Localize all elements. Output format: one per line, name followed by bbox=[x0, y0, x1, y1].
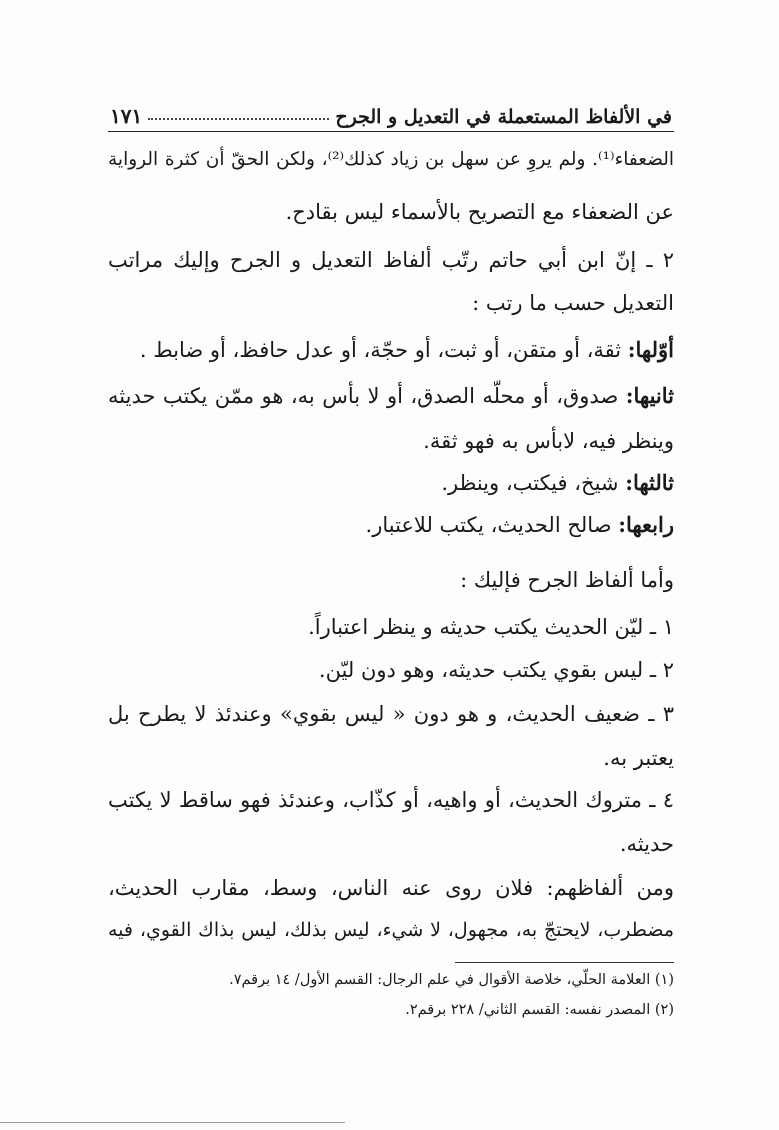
rank-line-first bbox=[140, 336, 674, 364]
text-line: حديثه. bbox=[619, 832, 674, 856]
rank-line-second bbox=[108, 382, 674, 410]
footnote-2: (٢) المصدر نفسه: القسم الثاني/ ٢٢٨ برقم٢. bbox=[405, 1002, 674, 1018]
text-line: ٣ ـ ضعيف الحديث، و هو دون « ليس بقوي» وعندئذ لا يطرح بل bbox=[108, 702, 674, 726]
text-line: عن الضعفاء مع التصريح بالأسماء ليس بقادح. bbox=[285, 200, 674, 224]
text-line: الضعفاء⁽¹⁾. ولم يروِ عن سهل بن زياد كذلك⁽²⁾، ولكن الحقّ أن كثرة الرواية bbox=[108, 149, 675, 170]
header-rule bbox=[108, 131, 674, 132]
rank-label-first: أوّلها: bbox=[627, 337, 674, 362]
footnote-rule bbox=[455, 962, 674, 963]
text-line: ٢ ـ ليس بقوي يكتب حديثه، وهو دون ليّن. bbox=[318, 658, 674, 682]
rank-label-fourth: رابعها: bbox=[618, 512, 674, 537]
text-line: وينظر فيه، لابأس به فهو ثقة. bbox=[423, 429, 674, 453]
header-leader-dots bbox=[148, 118, 329, 120]
rank-text-first: ثقة، أو متقن، أو ثبت، أو حجّة، أو عدل حافظ، أو ضابط . bbox=[139, 338, 622, 362]
page-number: ١٧١ bbox=[110, 104, 143, 128]
footnote-1: (١) العلامة الحلّي، خلاصة الأقوال في علم الرجال: القسم الأول/ ١٤ برقم٧. bbox=[229, 972, 674, 988]
text-line: مضطرب، لايحتجّ به، مجهول، لا شيء، ليس بذلك، ليس بذاك القوي، فيه bbox=[108, 919, 674, 941]
rank-line-third bbox=[441, 469, 674, 497]
text-line: وأما ألفاظ الجرح فإليك : bbox=[460, 568, 674, 592]
scan-edge-line bbox=[0, 1122, 345, 1123]
header-title: في الألفاظ المستعملة في التعديل و الجرح bbox=[335, 106, 672, 128]
rank-text-fourth: صالح الحديث، يكتب للاعتبار. bbox=[365, 513, 612, 537]
rank-label-third: ثالثها: bbox=[625, 470, 674, 495]
text-line: ٢ ـ إنّ ابن أبي حاتم رتّب ألفاظ التعديل و الجرح وإليك مراتب bbox=[108, 248, 674, 272]
text-line: ١ ـ ليّن الحديث يكتب حديثه و ينظر اعتباراً. bbox=[308, 615, 674, 639]
rank-label-second: ثانيها: bbox=[625, 383, 674, 408]
text-line: ومن ألفاظهم: فلان روى عنه الناس، وسط، مقارب الحديث، bbox=[108, 876, 674, 900]
running-header bbox=[110, 96, 672, 128]
text-line: يعتبر به. bbox=[603, 746, 674, 770]
rank-text-second: صدوق، أو محلّه الصدق، أو لا بأس به، هو ممّن يكتب حديثه bbox=[108, 384, 619, 408]
text-line: ٤ ـ متروك الحديث، أو واهيه، أو كذّاب، وعندئذ فهو ساقط لا يكتب bbox=[108, 788, 674, 812]
rank-text-third: شيخ، فيكتب، وينظر. bbox=[441, 471, 619, 495]
rank-line-fourth bbox=[366, 511, 674, 539]
text-line: التعديل حسب ما رتب : bbox=[472, 291, 674, 315]
